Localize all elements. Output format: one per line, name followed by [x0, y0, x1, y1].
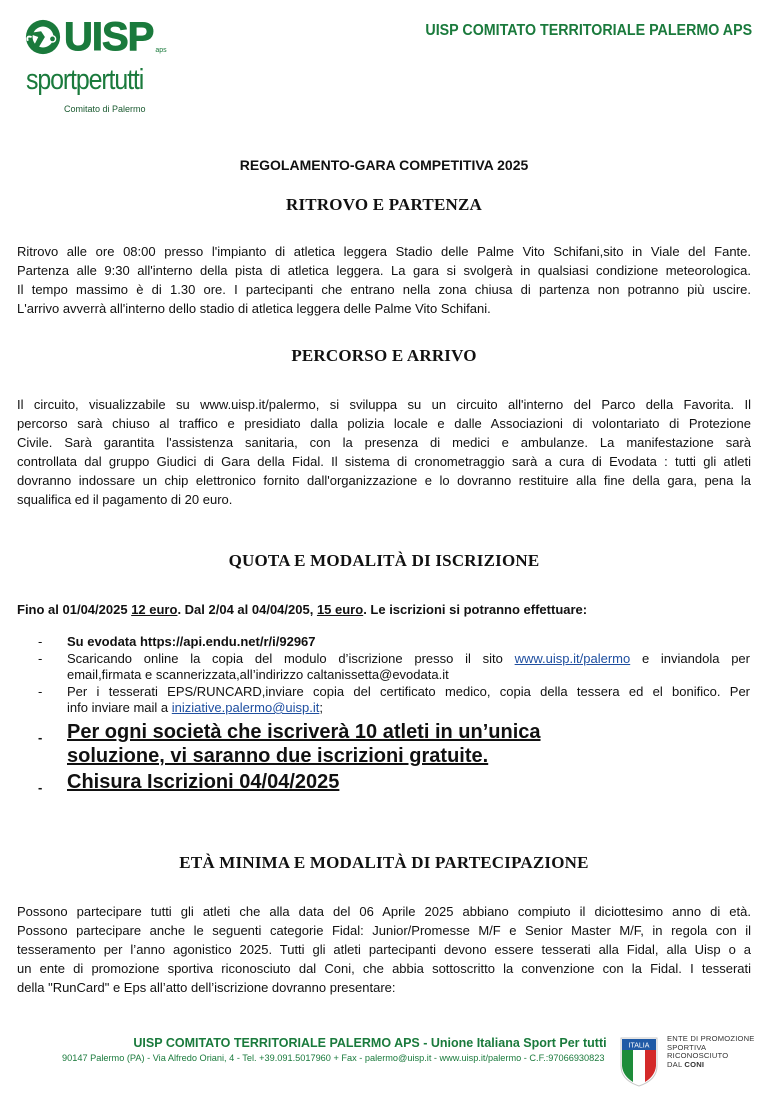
list-dash: - — [38, 650, 43, 666]
coni-text-line: ENTE DI PROMOZIONE — [667, 1034, 755, 1043]
highlight-line: Per ogni società che iscriverà 10 atleti in un’unica — [67, 721, 541, 743]
text-segment: e inviandola per — [630, 650, 750, 666]
section-heading-percorso: PERCORSO E ARRIVO — [291, 346, 477, 365]
text-line: Ritrovo alle ore 08:00 presso l'impianto di atletica leggera Stadio delle Palme Vito Schifani,sito in Viale del Fante. — [17, 244, 751, 259]
fees-middle: . Dal 2/04 al 04/04/205, — [177, 602, 317, 617]
text-segment: Scaricando online la copia del modulo d’iscrizione presso il sito — [67, 650, 515, 666]
coni-text-segment: DAL — [667, 1059, 685, 1069]
fees-line — [17, 602, 587, 617]
coni-text-line: SPORTIVA — [667, 1042, 707, 1052]
text-line: Civile. Sarà garantita l'assistenza sanitaria, con la presenza di medici e ambulanze. La manifestazione sarà — [17, 435, 751, 450]
coni-bold: CONI — [684, 1059, 705, 1069]
fees-suffix: . Le iscrizioni si potranno effettuare: — [363, 602, 588, 617]
section-heading-ritrovo: RITROVO E PARTENZA — [286, 195, 482, 214]
list-item-download — [38, 651, 750, 684]
list-dash: - — [38, 780, 43, 795]
logo-aps: aps — [155, 47, 167, 54]
highlight-line: soluzione, vi saranno due iscrizioni gratuite. — [67, 745, 489, 767]
text-line: percorso sarà chiuso al traffico e presidiato dalla polizia locale e dalle Associazioni di volontariato di Protezione — [17, 416, 751, 431]
list-dash: - — [38, 683, 43, 699]
section-body-percorso — [17, 395, 751, 509]
footer-contacts: 90147 Palermo (PA) - Via Alfredo Oriani, 4 - Tel. +39.091.5017960 + Fax - palermo@uisp.it - www.uisp.it/palermo - C.F.:97066930823 — [62, 1053, 605, 1063]
text-line: Il tempo massimo è di 1.30 ore. I partecipanti che entrano nella zona chiusa di partenza non potranno più uscire. — [17, 282, 751, 297]
email-link[interactable]: iniziative.palermo@uisp.it — [171, 700, 320, 715]
uisp-runner-emblem-icon — [24, 18, 62, 56]
text-line: della "RunCard" e Eps all’atto dell’iscrizione dovranno presentare: — [17, 980, 396, 995]
text-line: controllata dal gruppo Giudici di Gara della Fidal. Il sistema di cronometraggio sarà a cura di Evodata : tutti gli atleti — [17, 454, 751, 469]
registration-methods-list — [38, 634, 750, 717]
text-line: Il circuito, visualizzabile su www.uisp.it/palermo, si sviluppa su un circuito all'interno del Parco della Favorita. Il — [17, 397, 751, 412]
logo-brand: UISP — [64, 15, 154, 59]
section-heading-eta: ETÀ MINIMA E MODALITÀ DI PARTECIPAZIONE — [179, 853, 589, 872]
fee-early: 12 euro — [131, 602, 178, 617]
text-line: Partenza alle 9:30 all'interno della pista di atletica leggera. La gara si svolgerà in qualsiasi condizione meteorologica. — [17, 263, 751, 278]
text-line: tesseramento per l’anno agonistico 2025. Tutti gli atleti partecipanti devono essere tesserati alla Fidal, alla Uisp o a — [17, 942, 751, 957]
list-dash: - — [38, 634, 43, 649]
logo-subtitle: Comitato di Palermo — [64, 104, 146, 114]
text-line: L'arrivo avverrà all'interno dello stadio di atletica leggera delle Palme Vito Schifani. — [17, 301, 491, 316]
coni-text-line: RICONOSCIUTO — [667, 1051, 729, 1060]
document-title: REGOLAMENTO-GARA COMPETITIVA 2025 — [239, 157, 529, 173]
list-item-eps-runcard — [38, 684, 750, 717]
fees-prefix: Fino al 01/04/2025 — [17, 602, 132, 617]
uisp-palermo-link[interactable]: www.uisp.it/palermo — [514, 650, 631, 666]
highlight-free-registrations — [38, 720, 541, 768]
logo-tagline: sportpertutti — [26, 64, 144, 96]
coni-recognition-text — [667, 1035, 755, 1069]
coni-text-line — [667, 1061, 755, 1070]
text-line: Possono partecipare anche le seguenti categorie Fidal: Junior/Promesse M/F e Senior Master M/F, in regola con il — [17, 923, 751, 938]
text-line: email,firmata e scannerizzata,all’indirizzo caltanissetta@evodata.it — [67, 667, 449, 682]
svg-text:ITALIA: ITALIA — [628, 1042, 650, 1050]
text-line: un ente di promozione sportiva riconosciuto dal Coni, che abbia sottoscritto la convenzione con la Fidal. I tesserati — [17, 961, 751, 976]
text-segment: ; — [319, 700, 323, 715]
text-line — [67, 700, 750, 717]
section-body-eta — [17, 902, 751, 997]
text-line — [67, 651, 750, 668]
text-line: Possono partecipare tutti gli atleti che alla data del 06 Aprile 2025 abbiano compiuto il diciottesimo anno di età. — [17, 904, 751, 919]
section-body-ritrovo — [17, 242, 751, 318]
text-segment: info inviare mail a — [67, 700, 172, 715]
organization-name: UISP COMITATO TERRITORIALE PALERMO APS — [425, 22, 752, 39]
text-line: dovranno indossare un chip elettronico fornito dall'organizzazione e lo dovranno restituire alla fine della gara, pena la — [17, 473, 751, 488]
evodata-link-text[interactable]: Su evodata https://api.endu.net/r/i/92967 — [67, 634, 316, 649]
section-heading-quota: QUOTA E MODALITÀ DI ISCRIZIONE — [228, 551, 540, 570]
highlight-closing-date — [38, 770, 339, 794]
text-line: Per i tesserati EPS/RUNCARD,inviare copia del certificato medico, copia della tessera ed el bonifico. Per — [67, 683, 750, 699]
text-line: squalifica ed il pagamento di 20 euro. — [17, 492, 233, 507]
fee-late: 15 euro — [316, 602, 364, 617]
footer-organization: UISP COMITATO TERRITORIALE PALERMO APS - Unione Italiana Sport Per tutti — [133, 1036, 607, 1050]
list-dash: - — [38, 730, 43, 745]
highlight-line: Chisura Iscrizioni 04/04/2025 — [67, 771, 340, 793]
uisp-logo — [24, 15, 194, 118]
italia-shield-icon — [619, 1036, 659, 1088]
list-item-evodata — [38, 634, 750, 651]
